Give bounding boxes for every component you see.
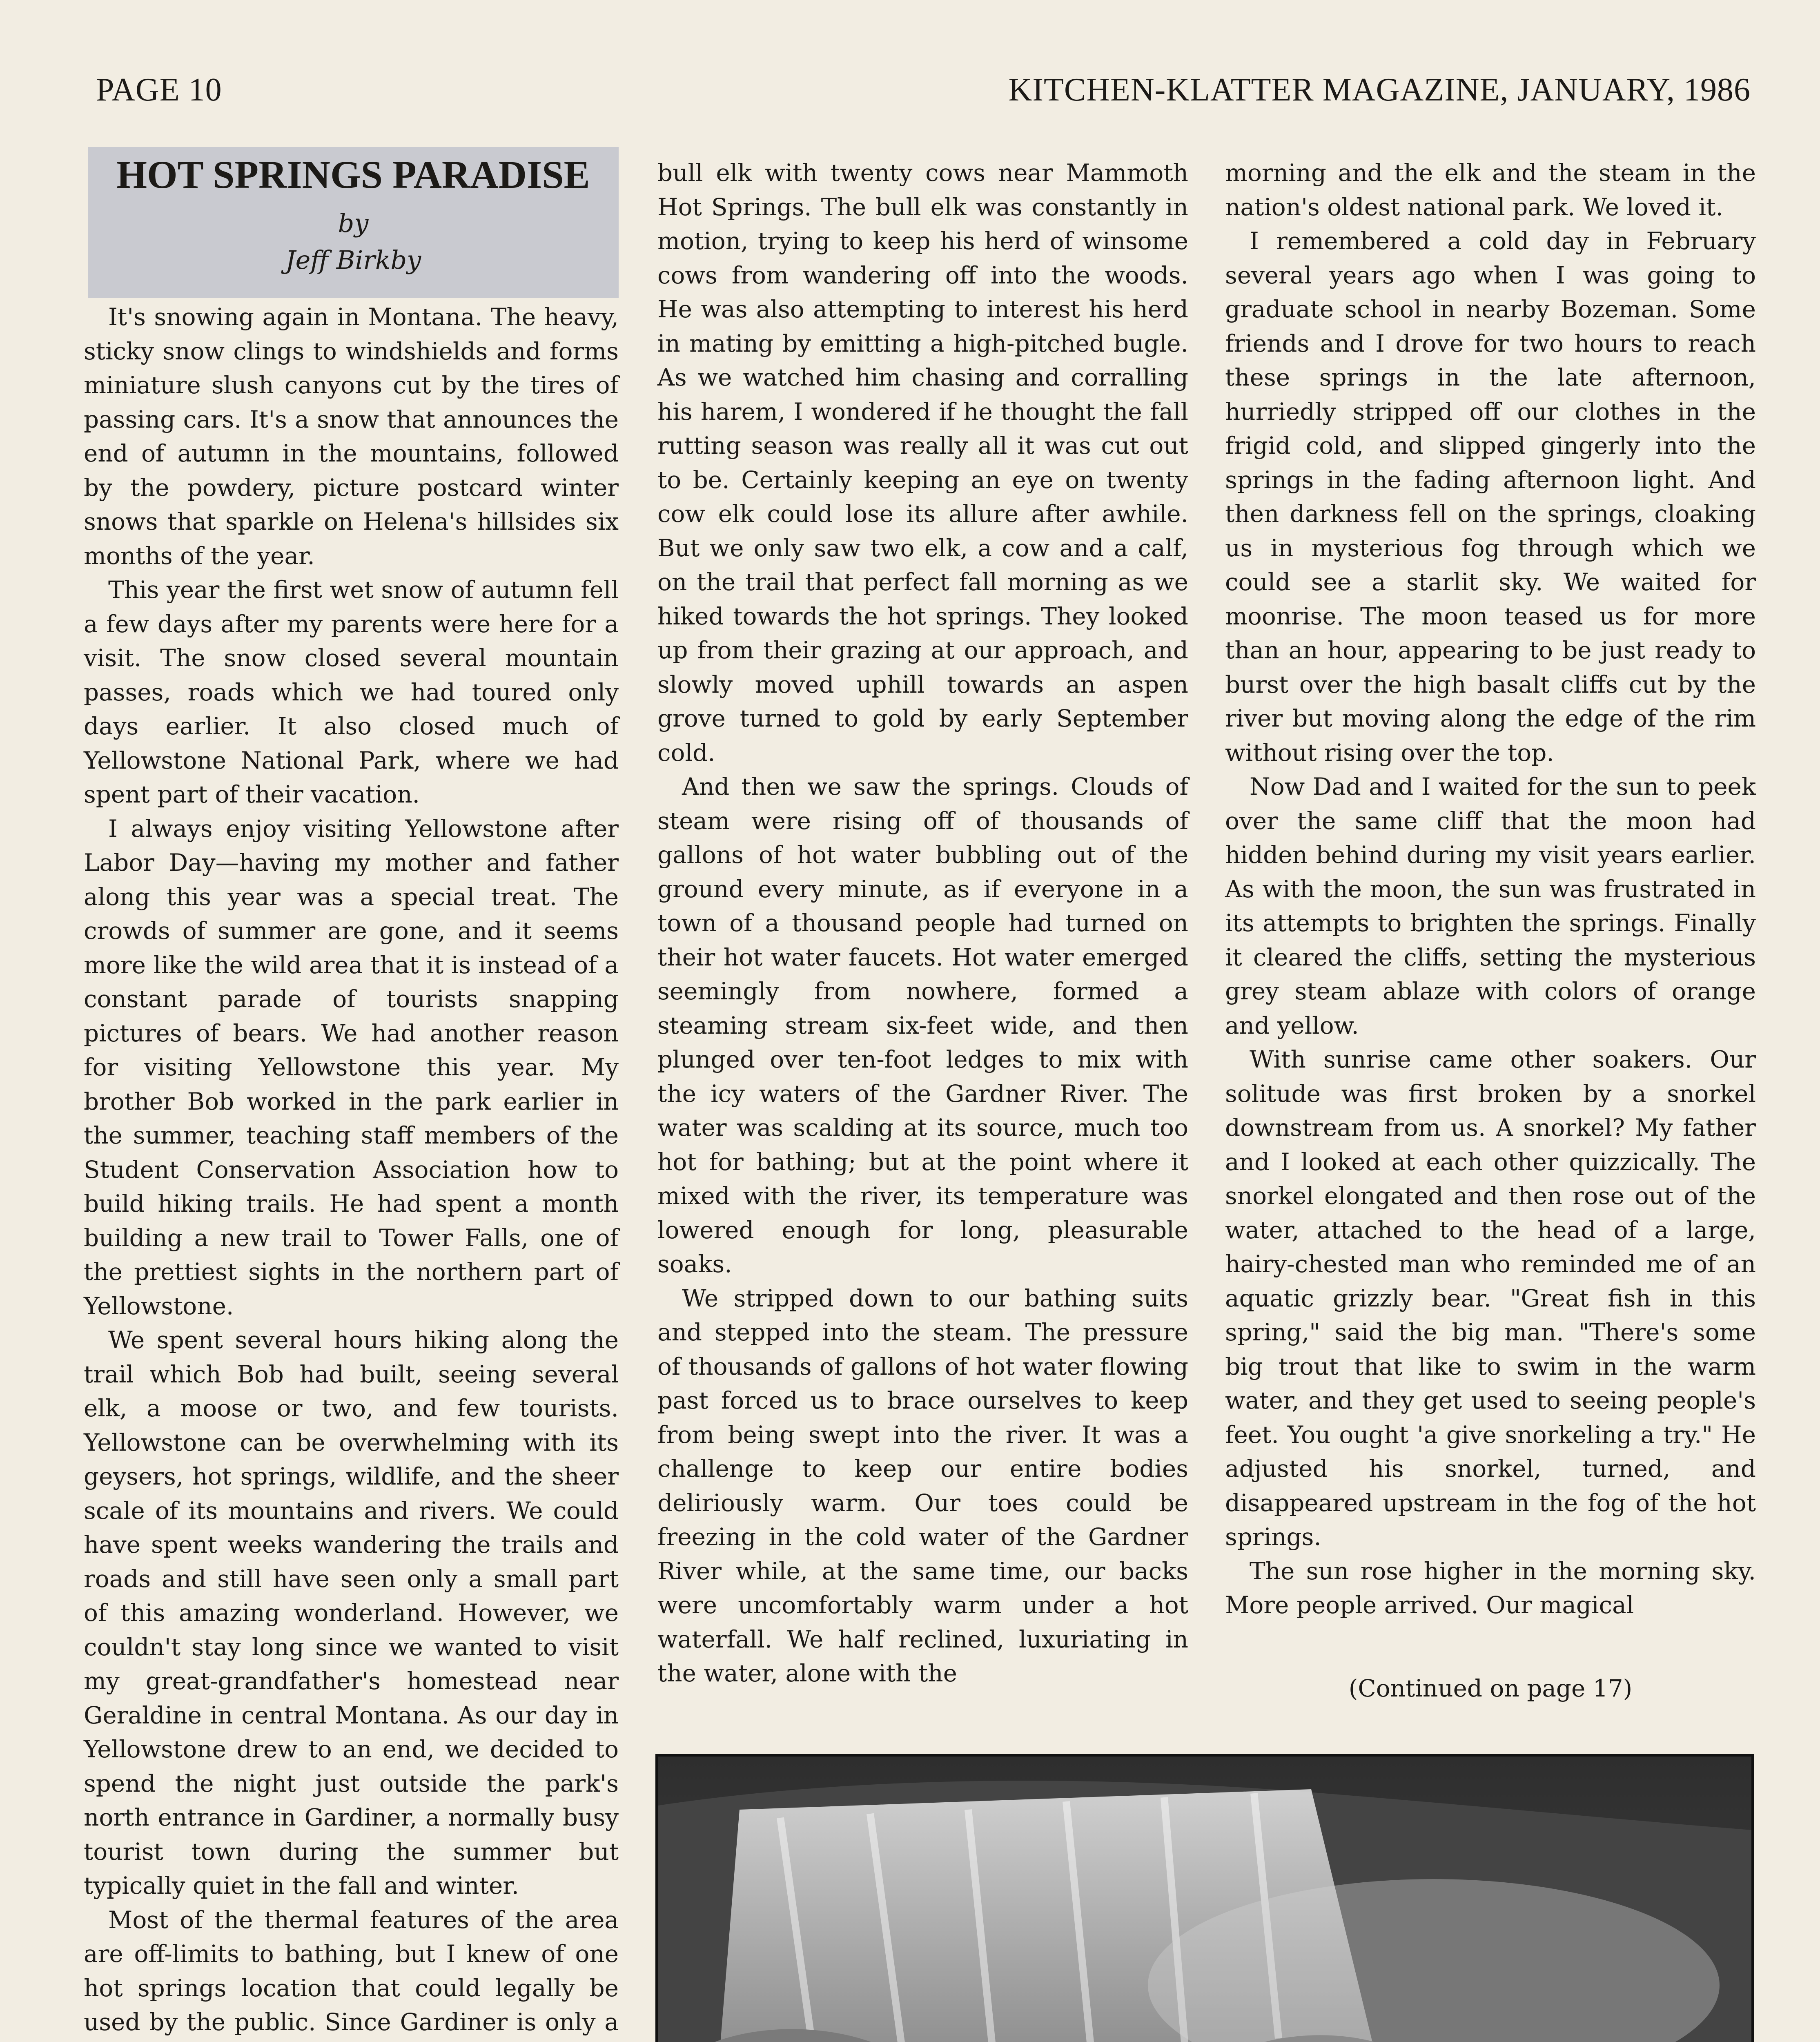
paragraph: We spent several hours hiking along the trail which Bob had built, seeing several elk, a moose or two, and few tourists. Yellowstone can be overwhelming with its geysers, hot springs, wildlife, and the sheer scale of its mountains and rivers. We could have spent weeks wandering the trails and roads and still have seen only a small part of this amazing wonderland. However, we couldn't stay long since we wanted to visit my great-grandfather's homestead near Geraldine in central Montana. As our day in Yellowstone drew to an end, we decided to spend the night just outside the park's north entrance in Gardiner, a normally busy tourist town during the summer but typically quiet in the fall and winter. <box>84 1326 619 1899</box>
continued-note: (Continued on page 17) <box>1348 1674 1633 1702</box>
photo-illustration <box>658 1757 1751 2042</box>
byline-author: Jeff Birkby <box>285 245 421 275</box>
paragraph: We stripped down to our bathing suits and stepped into the steam. The pressure of thousands of gallons of hot water flowing past forced us to brace ourselves to keep from being swept into the river. It was a challenge to keep our entire bodies deliriously warm. Our toes could be freezing in the cold water of the Gardner River while, at the same time, our backs were uncomfortably warm under a hot waterfall. We half reclined, luxuriating in the water, alone with the <box>657 1284 1188 1687</box>
paragraph: Now Dad and I waited for the sun to peek over the same cliff that the moon had hidden behind during my visit years earlier. As with the moon, the sun was frustrated in its attempts to brighten the springs. Finally it cleared the cliffs, setting the mysterious grey steam ablaze with colors of orange and yellow. <box>1225 773 1756 1039</box>
article-column-2 <box>657 156 1188 1691</box>
article-title: HOT SPRINGS PARADISE <box>116 153 590 196</box>
paragraph: The sun rose higher in the morning sky. More people arrived. Our magical <box>1225 1557 1756 1619</box>
paragraph: Most of the thermal features of the area are off-limits to bathing, but I knew of one hot springs location that could legally be used by the public. Since Gardiner is only a <box>84 1906 619 2036</box>
paragraph: morning and the elk and the steam in the nation's oldest national park. We loved it. <box>1225 159 1756 221</box>
paragraph: I remembered a cold day in February several years ago when I was going to graduate school in nearby Bozeman. Some friends and I drove for two hours to reach these springs in the late afternoon, hurriedly stripped off our clothes in the frigid cold, and slipped gingerly into the springs in the fading afternoon light. And then darkness fell on the springs, cloaking us in mysterious fog through which we could see a starlit sky. We waited for moonrise. The moon teased us for more than an hour, appearing to be just ready to burst over the high basalt cliffs cut by the river but moving along the edge of the rim without rising over the top. <box>1225 227 1756 767</box>
paragraph: With sunrise came other soakers. Our solitude was first broken by a snorkel downstream from us. A snorkel? My father and I looked at each other quizzically. The snorkel elongated and then rose out of the water, attached to the head of a large, hairy-chested man who reminded me of an aquatic grizzly bear. "Great fish in this spring," said the big man. "There's some big trout that like to swim in the warm water, and they get used to seeing people's feet. You ought 'a give snorkeling a try." He adjusted his snorkel, turned, and disappeared upstream in the fog of the hot springs. <box>1225 1046 1756 1551</box>
paragraph: This year the first wet snow of autumn fell a few days after my parents were here for a visit. The snow closed several mountain passes, roads which we had toured only days earlier. It also closed much of Yellowstone National Park, where we had spent part of their vacation. <box>84 576 619 808</box>
paragraph: bull elk with twenty cows near Mammoth Hot Springs. The bull elk was constantly in motion, trying to keep his herd of winsome cows from wandering off into the woods. He was also attempting to interest his herd in mating by emitting a high-pitched bugle. As we watched him chasing and corralling his harem, I wondered if he thought the fall rutting season was really all it was cut out to be. Certainly keeping an eye on twenty cow elk could lose its allure after awhile. But we only saw two elk, a cow and a calf, on the trail that perfect fall morning as we hiked towards the hot springs. They looked up from their grazing at our approach, and slowly moved uphill towards an aspen grove turned to gold by early September cold. <box>657 159 1188 767</box>
paragraph: It's snowing again in Montana. The heavy, sticky snow clings to windshields and forms miniature slush canyons cut by the tires of passing cars. It's a snow that announces the end of autumn in the mountains, followed by the powdery, picture postcard winter snows that sparkle on Helena's hillsides six months of the year. <box>84 303 619 570</box>
article-column-3 <box>1225 156 1756 1623</box>
article-column-1 <box>84 300 619 2042</box>
magazine-header: KITCHEN-KLATTER MAGAZINE, JANUARY, 1986 <box>1008 72 1751 108</box>
byline-by: by <box>338 208 369 238</box>
page-number: PAGE 10 <box>96 72 222 108</box>
paragraph: I always enjoy visiting Yellowstone after Labor Day—having my mother and father along this year was a special treat. The crowds of summer are gone, and it seems more like the wild area that it is instead of a constant parade of tourists snapping pictures of bears. We had another reason for visiting Yellowstone this year. My brother Bob worked in the park earlier in the summer, teaching staff members of the Student Conservation Association how to build hiking trails. He had spent a month building a new trail to Tower Falls, one of the prettiest sights in the northern part of Yellowstone. <box>84 814 619 1320</box>
paragraph: And then we saw the springs. Clouds of steam were rising off of thousands of gallons of hot water bubbling out of the ground every minute, as if everyone in a town of a thousand people had turned on their hot water faucets. Hot water emerged seemingly from nowhere, formed a steaming stream six-feet wide, and then plunged over ten-foot ledges to mix with the icy waters of the Gardner River. The water was scalding at its source, much too hot for bathing; but at the point where it mixed with the river, its temperature was lowered enough for long, pleasurable soaks. <box>657 773 1188 1278</box>
hot-springs-photo <box>655 1754 1754 2042</box>
